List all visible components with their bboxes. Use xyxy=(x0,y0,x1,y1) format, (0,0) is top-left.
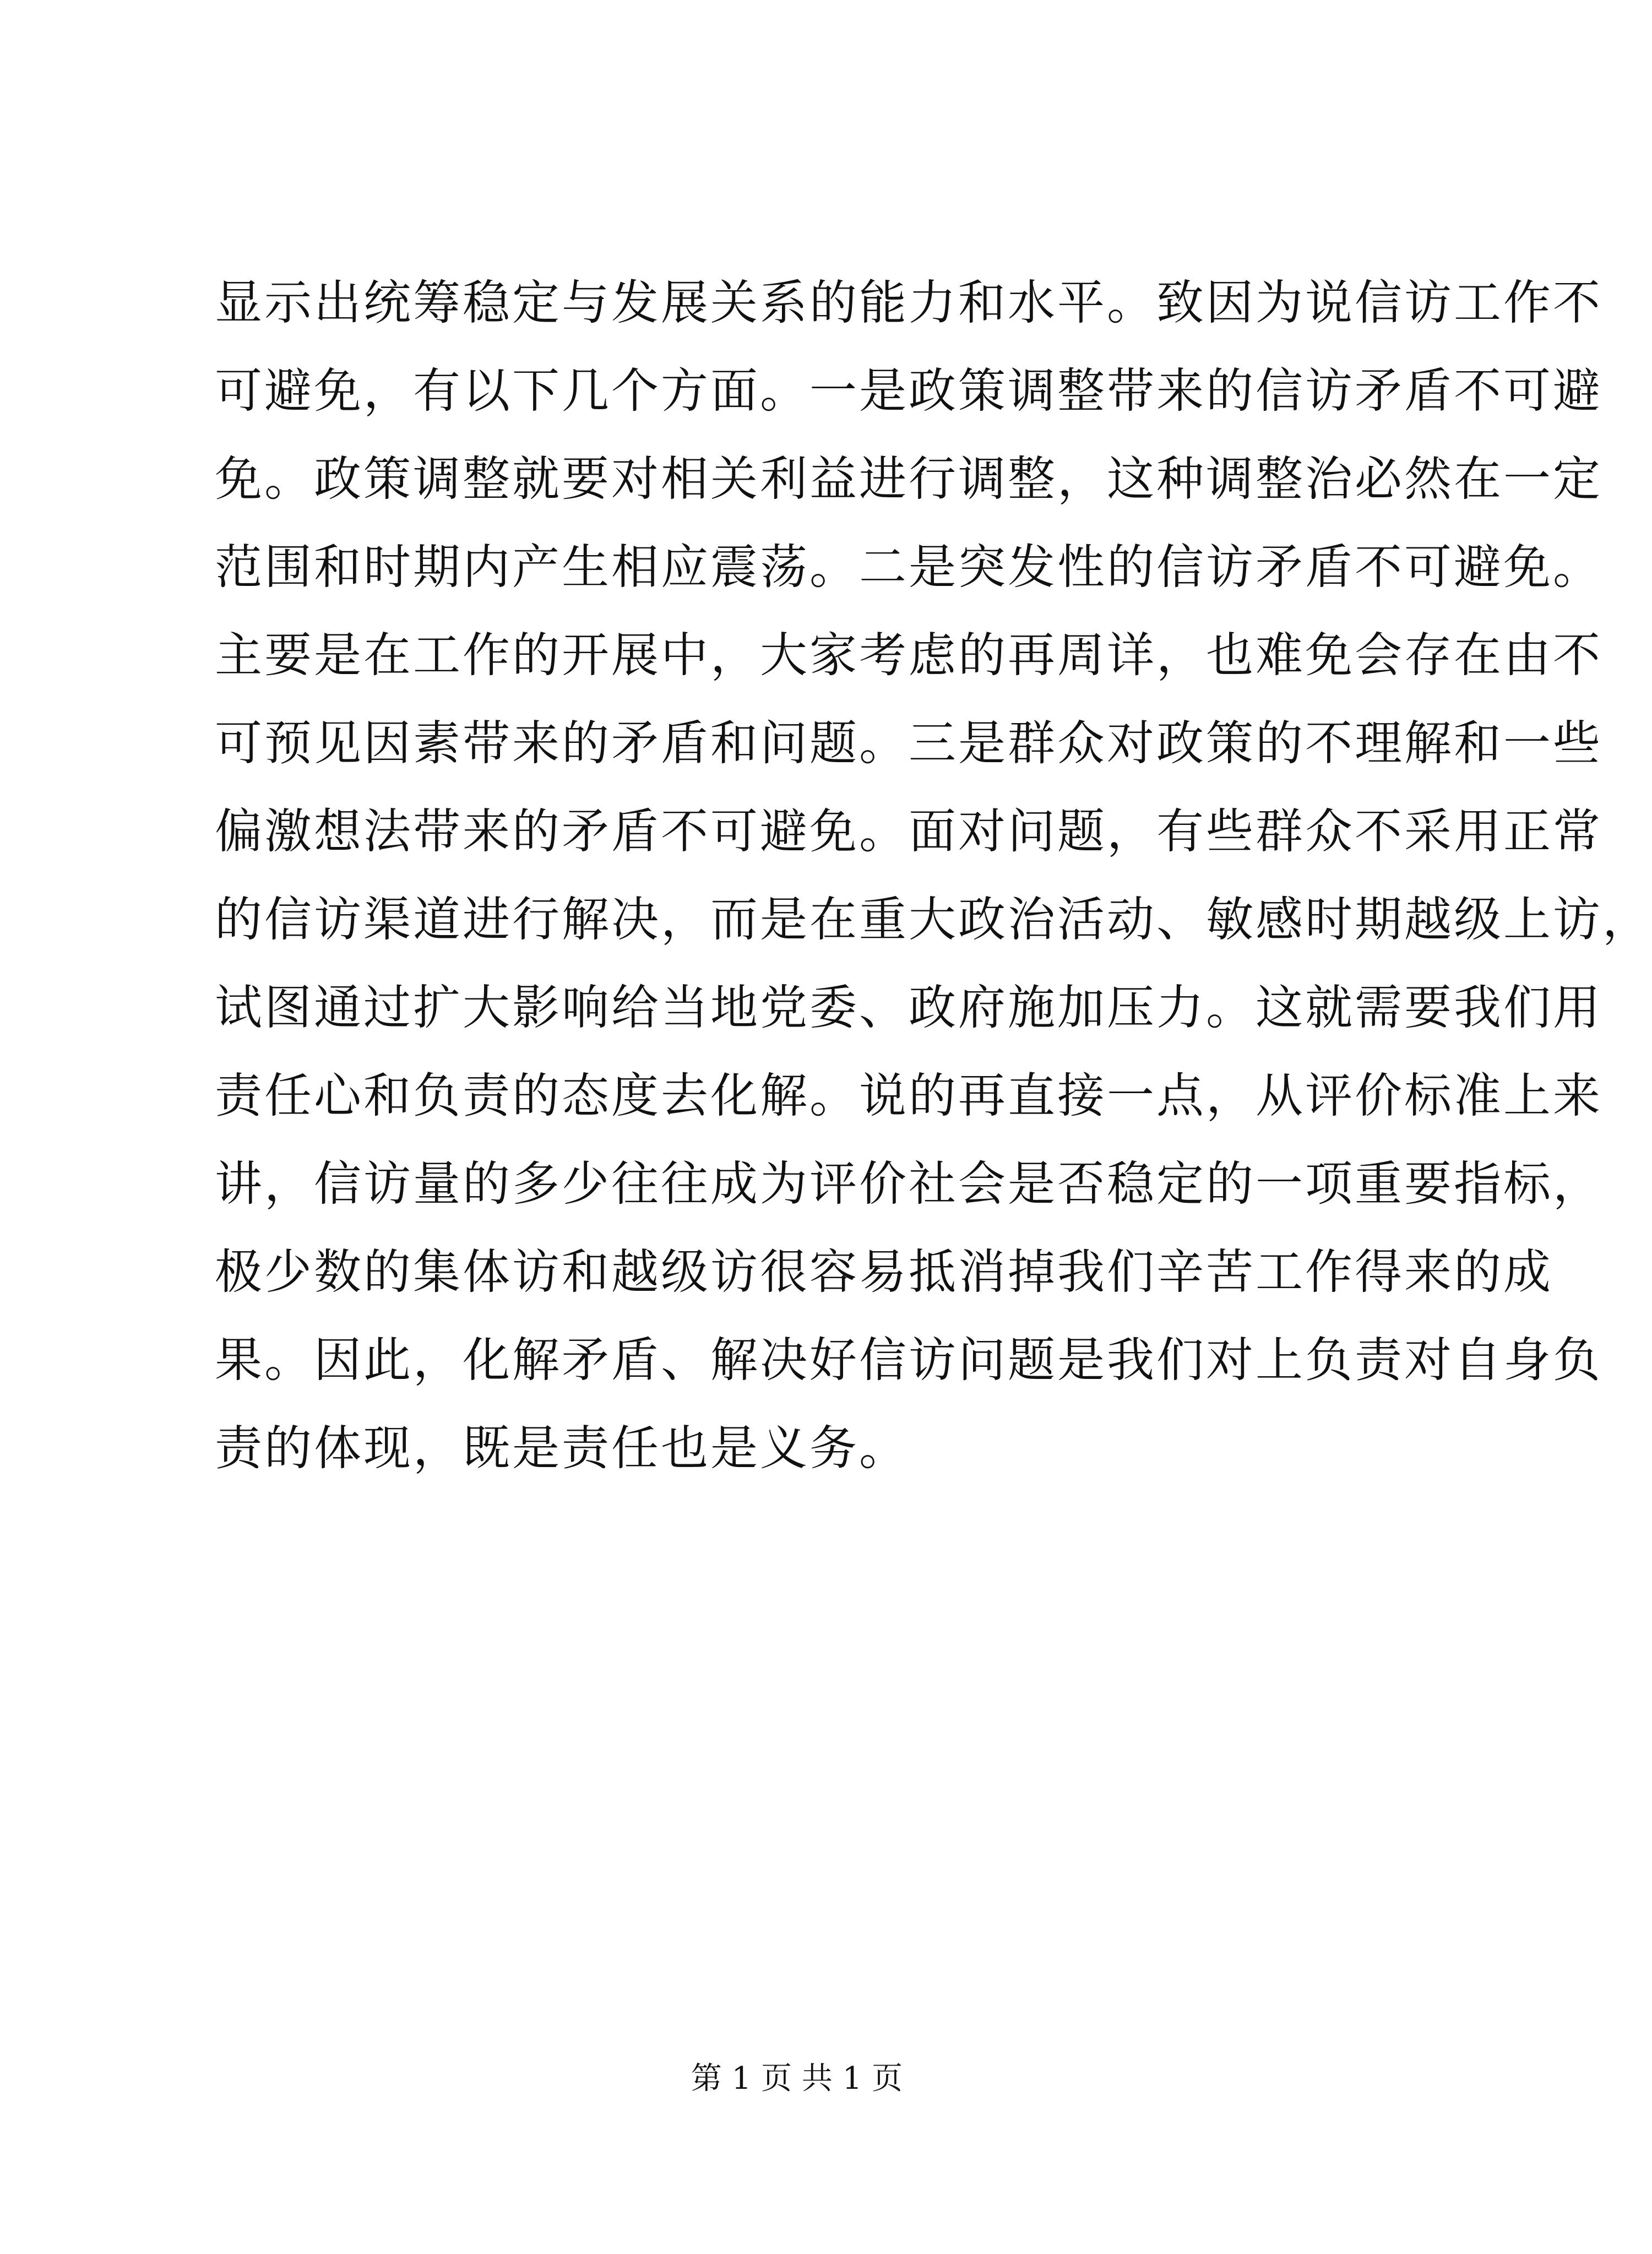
paragraph-line-last: 责的体现，既是责任也是义务。 xyxy=(215,1421,909,1476)
paragraph-line: 责任心和负责的态度去化解。说的再直接一点，从评价标准上来 xyxy=(215,1068,1602,1123)
page-number-footer: 第 1 页 共 1 页 xyxy=(691,2061,903,2097)
paragraph-line: 的信访渠道进行解决，而是在重大政治活动、敏感时期越级上访， xyxy=(215,892,1652,947)
paragraph-line: 试图通过扩大影响给当地党委、政府施加压力。这就需要我们用 xyxy=(215,980,1602,1035)
paragraph-line: 偏激想法带来的矛盾不可避免。面对问题，有些群众不采用正常 xyxy=(215,804,1602,859)
paragraph-line: 显示出统筹稳定与发展关系的能力和水平。致因为说信访工作不 xyxy=(215,275,1602,330)
paragraph-line: 果。因此，化解矛盾、解决好信访问题是我们对上负责对自身负 xyxy=(215,1333,1602,1388)
body-paragraph xyxy=(215,259,1652,1492)
paragraph-line: 极少数的集体访和越级访很容易抵消掉我们辛苦工作得来的成 xyxy=(215,1245,1553,1300)
paragraph-line: 范围和时期内产生相应震荡。二是突发性的信访矛盾不可避免。 xyxy=(215,540,1602,595)
paragraph-line: 讲，信访量的多少往往成为评价社会是否稳定的一项重要指标， xyxy=(215,1156,1602,1212)
paragraph-line: 免。政策调整就要对相关利益进行调整，这种调整治必然在一定 xyxy=(215,452,1602,507)
paragraph-line: 可避免，有以下几个方面。一是政策调整带来的信访矛盾不可避 xyxy=(215,363,1602,419)
paragraph-line: 主要是在工作的开展中，大家考虑的再周详，也难免会存在由不 xyxy=(215,628,1602,683)
paragraph-line: 可预见因素带来的矛盾和问题。三是群众对政策的不理解和一些 xyxy=(215,716,1602,771)
